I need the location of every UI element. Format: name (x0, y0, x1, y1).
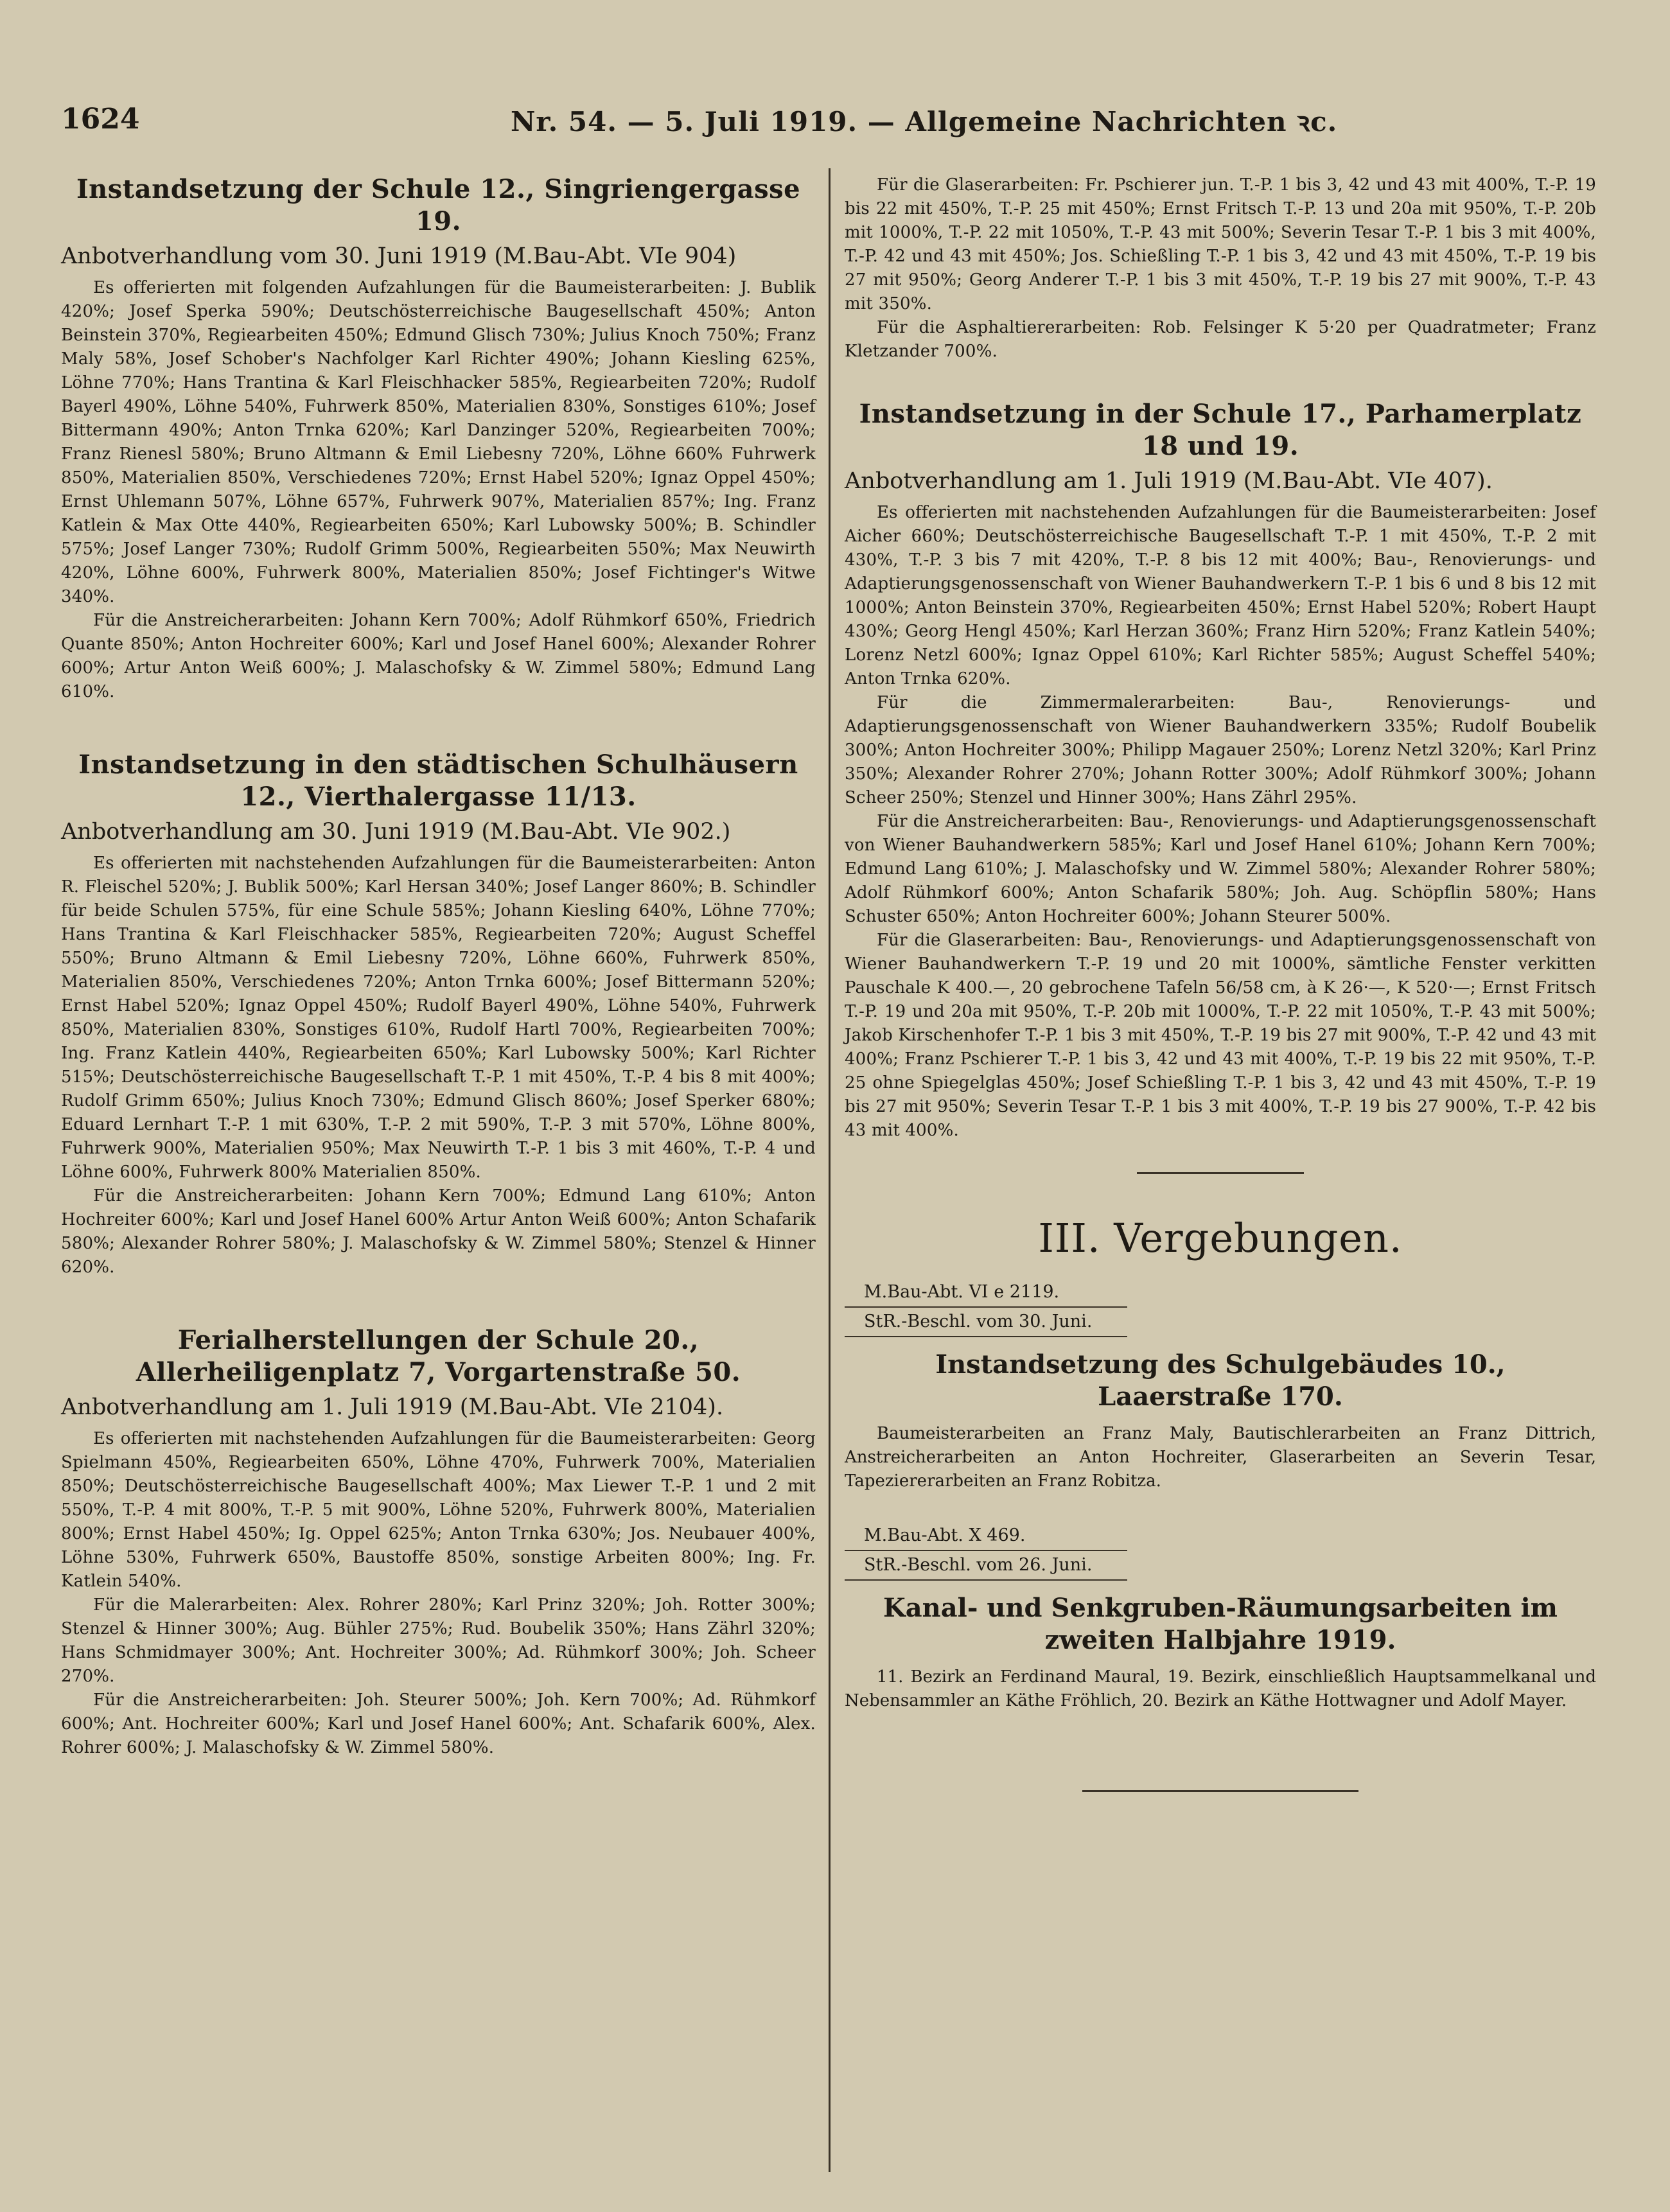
section-heading: Ferialherstellungen der Schule 20., Allerheiligenplatz 7, Vorgartenstraße 50. (136, 1325, 741, 1387)
paragraph: Für die Anstreicherarbeiten: Johann Kern 700%; Adolf Rühmkorf 650%, Friedrich Quante 850%; Anton Hochreiter 600%; Karl und Josef Hanel 600%; Alexander Rohrer 600%; Artur Anton Weiß 600%; J. Malaschofsky & W. Zimmel 580%; Edmund Lang 610%. (61, 611, 816, 701)
paragraph: Es offerierten mit nachstehenden Aufzahlungen für die Baumeisterarbeiten: Georg Spielmann 450%, Regiearbeiten 650%, Löhne 470%, Fuhrwerk 700%, Materialien 850%; Deutschösterreichische Baugesellschaft 400%; Max Liewer T.-P. 1 und 2 mit 550%, T.-P. 4 mit 800%, T.-P. 5 mit 900%, Löhne 520%, Fuhrwerk 800%, Materialien 800%; Ernst Habel 450%; Ig. Oppel 625%; Anton Trnka 630%; Jos. Neubauer 400%, Löhne 530%, Fuhrwerk 650%, Baustoffe 850%, sonstige Arbeiten 800%; Ing. Fr. Katlein 540%. (61, 1429, 816, 1591)
award-resolution: StR.-Beschl. vom 26. Juni. (845, 1551, 1127, 1581)
vergebungen-heading: III. Vergebungen. (1038, 1215, 1403, 1261)
award-kanal (845, 1522, 1596, 1713)
paragraph: Es offerierten mit nachstehenden Aufzahlungen für die Baumeisterarbeiten: Anton R. Fleischel 520%; J. Bublik 500%; Karl Hersan 340%; Josef Langer 860%; B. Schindler für beide Schulen 575%, für eine Schule 585%; Johann Kiesling 640%, Löhne 770%; Hans Trantina & Karl Fleischhacker 585%, Regiearbeiten 720%; August Scheffel 550%; Bruno Altmann & Emil Liebesny 720%, Löhne 660%, Fuhrwerk 850%, Materialien 850%, Verschiedenes 720%; Anton Trnka 600%; Josef Bittermann 520%; Ernst Habel 520%; Ignaz Oppel 450%; Rudolf Bayerl 490%, Löhne 540%, Fuhrwerk 850%, Materialien 830%, Sonstiges 610%, Rudolf Hartl 700%, Regiearbeiten 700%; Ing. Franz Katlein 440%, Regiearbeiten 650%; Karl Lubowsky 500%; Karl Richter 515%; Deutschösterreichische Baugesellschaft T.-P. 1 mit 450%, T.-P. 4 bis 8 mit 400%; Rudolf Grimm 650%; Julius Knoch 730%; Edmund Glisch 860%; Josef Sperker 680%; Eduard Lernhart T.-P. 1 mit 630%, T.-P. 2 mit 590%, T.-P. 3 mit 570%, Löhne 800%, Fuhrwerk 900%, Materialien 950%; Max Neuwirth T.-P. 1 bis 3 mit 460%, T.-P. 4 und Löhne 600%, Fuhrwerk 800% Materialien 850%. (61, 854, 816, 1182)
award-reference: M.Bau-Abt. VI e 2119. (845, 1278, 1127, 1308)
section-vierthalergasse (61, 749, 816, 1279)
paragraph: Für die Anstreicherarbeiten: Joh. Steurer 500%; Joh. Kern 700%; Ad. Rühmkorf 600%; Ant. Hochreiter 600%; Karl und Josef Hanel 600%; Ant. Schafarik 600%, Alex. Rohrer 600%; J. Malaschofsky & W. Zimmel 580%. (61, 1690, 816, 1757)
paragraph: Für die Anstreicherarbeiten: Johann Kern 700%; Edmund Lang 610%; Anton Hochreiter 600%; Karl und Josef Hanel 600% Artur Anton Weiß 600%; Anton Schafarik 580%; Alexander Rohrer 580%; J. Malaschofsky & W. Zimmel 580%; Stenzel & Hinner 620%. (61, 1186, 816, 1277)
section-heading: Instandsetzung in den städtischen Schulhäusern 12., Vierthalergasse 11/13. (78, 750, 798, 812)
header-title: Nr. 54. — 5. Juli 1919. — Allgemeine Nachrichten ꝛc. (511, 106, 1338, 137)
paragraph: Es offerierten mit nachstehenden Aufzahlungen für die Baumeisterarbeiten: Josef Aicher 660%; Deutschösterreichische Baugesellschaft T.-P. 1 mit 450%, T.-P. 2 mit 430%, T.-P. 3 bis 7 mit 420%, T.-P. 8 bis 12 mit 400%; Bau-, Renovierungs- und Adaptierungsgenossenschaft von Wiener Bauhandwerkern T.-P. 1 bis 6 und 8 bis 12 mit 1000%; Anton Beinstein 370%, Regiearbeiten 450%; Ernst Habel 520%; Robert Haupt 430%; Georg Hengl 450%; Karl Herzan 360%; Franz Hirn 520%; Franz Katlein 540%; Lorenz Netzl 600%; Ignaz Oppel 610%; Karl Richter 585%; August Scheffel 540%; Anton Trnka 620%. (845, 503, 1596, 689)
section-parhamerplatz (845, 398, 1596, 1143)
page-header (61, 103, 1635, 148)
continued-text (845, 173, 1596, 364)
paragraph: Es offerierten mit folgenden Aufzahlungen für die Baumeisterarbeiten: J. Bublik 420%; Josef Sperka 590%; Deutschösterreichische Baugesellschaft 450%; Anton Beinstein 370%, Regiearbeiten 450%; Edmund Glisch 730%; Julius Knoch 750%; Franz Maly 58%, Josef Schober's Nachfolger Karl Richter 490%; Johann Kiesling 625%, Löhne 770%; Hans Trantina & Karl Fleischhacker 585%, Regiearbeiten 720%; Rudolf Bayerl 490%, Löhne 540%, Fuhrwerk 850%, Materialien 830%, Sonstiges 610%; Josef Bittermann 490%; Anton Trnka 620%; Karl Danzinger 520%, Regiearbeiten 700%; Franz Rienesl 580%; Bruno Altmann & Emil Liebesny 720%, Löhne 660% Fuhrwerk 850%, Materialien 850%, Verschiedenes 720%; Ernst Habel 520%; Ignaz Oppel 450%; Ernst Uhlemann 507%, Löhne 657%, Fuhrwerk 907%, Materialien 857%; Ing. Franz Katlein & Max Otte 440%, Regiearbeiten 650%; Karl Lubowsky 500%; B. Schindler 575%; Josef Langer 730%; Rudolf Grimm 500%, Regiearbeiten 550%; Max Neuwirth 420%, Löhne 600%, Fuhrwerk 800%, Materialien 850%; Josef Fichtinger's Witwe 340%. (61, 278, 816, 606)
paragraph: Für die Glaserarbeiten: Bau-, Renovierungs- und Adaptierungsgenossenschaft von Wiener Bauhandwerkern T.-P. 19 und 20 mit 1000%, sämtliche Fenster verkitten Pauschale K 400.—, 20 gebrochene Tafeln 56/58 cm, à K 26·—, K 520·—; Ernst Fritsch T.-P. 19 und 20a mit 950%, T.-P. 20b mit 1000%, T.-P. 22 mit 1050%, T.-P. 43 mit 500%; Jakob Kirschenhofer T.-P. 1 bis 3 mit 450%, T.-P. 19 bis 27 mit 900%, T.-P. 42 und 43 mit 400%; Franz Pschierer T.-P. 1 bis 3, 42 und 43 mit 400%, T.-P. 19 bis 22 mit 950%, T.-P. 25 ohne Spiegelglas 450%; Josef Schießling T.-P. 1 bis 3, 42 und 43 mit 450%, T.-P. 19 bis 27 mit 950%; Severin Tesar T.-P. 1 bis 3 mit 400%, T.-P. 19 bis 27 900%, T.-P. 42 bis 43 mit 400%. (845, 931, 1596, 1140)
section-heading: Instandsetzung in der Schule 17., Parhamerplatz 18 und 19. (859, 399, 1582, 461)
paragraph: Für die Asphaltiererarbeiten: Rob. Felsinger K 5·20 per Quadratmeter; Franz Kletzander 700%. (845, 318, 1596, 361)
award-reference: M.Bau-Abt. X 469. (845, 1522, 1127, 1551)
section-allerheiligenplatz (61, 1324, 816, 1760)
page-number: 1624 (61, 103, 140, 136)
section-meta: Anbotverhandlung am 1. Juli 1919 (M.Bau-Abt. VIe 2104). (61, 1394, 724, 1420)
section-heading: Instandsetzung der Schule 12., Singriengergasse 19. (76, 174, 801, 236)
award-heading: Instandsetzung des Schulgebäudes 10., Laaerstraße 170. (935, 1349, 1506, 1412)
divider-rule (1137, 1172, 1304, 1174)
section-singriengergasse (61, 173, 816, 704)
column-divider (829, 168, 831, 2172)
section-meta: Anbotverhandlung vom 30. Juni 1919 (M.Bau-Abt. VIe 904) (61, 243, 737, 269)
paragraph: Für die Zimmermalerarbeiten: Bau-, Renovierungs- und Adaptierungsgenossenschaft von Wiener Bauhandwerkern 335%; Rudolf Boubelik 300%; Anton Hochreiter 300%; Philipp Magauer 250%; Lorenz Netzl 320%; Karl Prinz 350%; Alexander Rohrer 270%; Johann Rotter 300%; Adolf Rühmkorf 300%; Johann Scheer 250%; Stenzel und Hinner 300%; Hans Zährl 295%. (845, 693, 1596, 807)
award-heading: Kanal- und Senkgruben-Räumungsarbeiten im zweiten Halbjahre 1919. (883, 1593, 1558, 1655)
paragraph: Für die Anstreicherarbeiten: Bau-, Renovierungs- und Adaptierungsgenossenschaft von Wiener Bauhandwerkern 585%; Karl und Josef Hanel 610%; Johann Kern 700%; Edmund Lang 610%; J. Malaschofsky und W. Zimmel 580%; Alexander Rohrer 580%; Adolf Rühmkorf 600%; Anton Schafarik 580%; Joh. Aug. Schöpflin 580%; Hans Schuster 650%; Anton Hochreiter 600%; Johann Steurer 500%. (845, 812, 1596, 926)
award-text: 11. Bezirk an Ferdinand Maural, 19. Bezirk, einschließlich Hauptsammelkanal und Nebensammler an Käthe Fröhlich, 20. Bezirk an Käthe Hottwagner und Adolf Mayer. (845, 1667, 1596, 1710)
right-column (845, 173, 1596, 1792)
award-resolution: StR.-Beschl. vom 30. Juni. (845, 1308, 1127, 1337)
paragraph: Für die Glaserarbeiten: Fr. Pschierer jun. T.-P. 1 bis 3, 42 und 43 mit 400%, T.-P. 19 bis 22 mit 450%, T.-P. 25 mit 450%; Ernst Fritsch T.-P. 13 und 20a mit 950%, T.-P. 20b mit 1000%, T.-P. 22 mit 1050%, T.-P. 43 mit 500%; Severin Tesar T.-P. 1 bis 3 mit 400%, T.-P. 42 und 43 mit 450%; Jos. Schießling T.-P. 1 bis 3, 42 und 43 mit 450%, T.-P. 19 bis 27 mit 950%; Georg Anderer T.-P. 1 bis 3 mit 450%, T.-P. 19 bis 27 mit 900%, T.-P. 43 mit 350%. (845, 175, 1596, 313)
section-meta: Anbotverhandlung am 30. Juni 1919 (M.Bau-Abt. VIe 902.) (61, 819, 731, 845)
end-rule (1082, 1790, 1358, 1792)
award-text: Baumeisterarbeiten an Franz Maly, Bautischlerarbeiten an Franz Dittrich, Anstreicherarbeiten an Anton Hochreiter, Glaserarbeiten an Severin Tesar, Tapeziererarbeiten an Franz Robitza. (845, 1424, 1596, 1491)
section-meta: Anbotverhandlung am 1. Juli 1919 (M.Bau-Abt. VIe 407). (845, 468, 1493, 494)
award-laaerstrasse (845, 1278, 1596, 1493)
paragraph: Für die Malerarbeiten: Alex. Rohrer 280%; Karl Prinz 320%; Joh. Rotter 300%; Stenzel & Hinner 300%; Aug. Bühler 275%; Rud. Boubelik 350%; Hans Zährl 320%; Hans Schmidmayer 300%; Ant. Hochreiter 300%; Ad. Rühmkorf 300%; Joh. Scheer 270%. (61, 1595, 816, 1686)
left-column (61, 173, 816, 1760)
